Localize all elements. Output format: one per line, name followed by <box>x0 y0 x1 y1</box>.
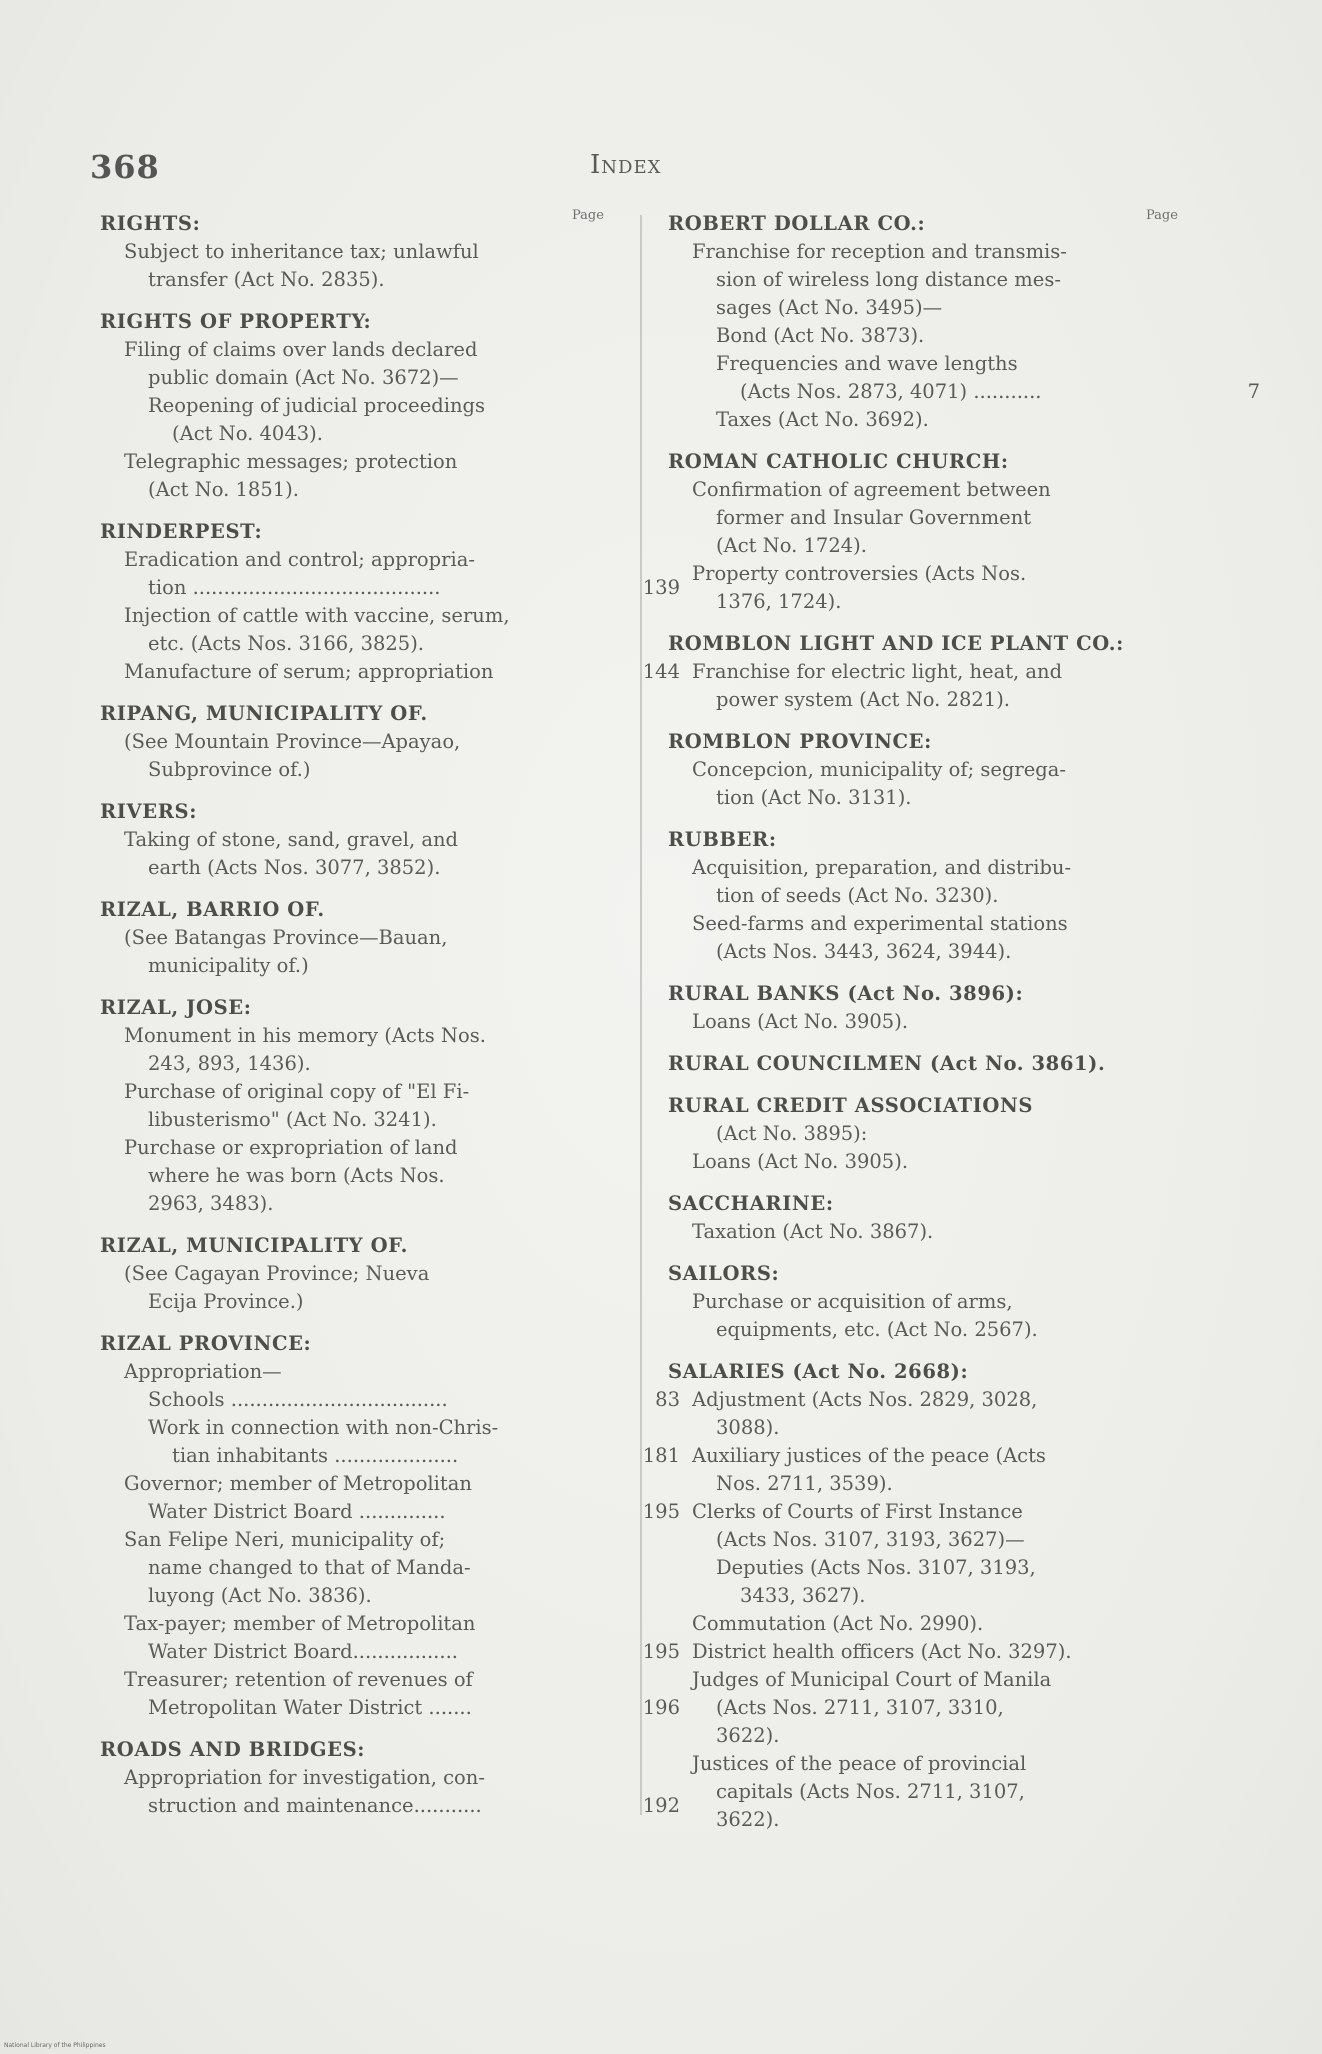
entry-subline <box>668 1582 1188 1610</box>
entry-subline <box>668 1694 1188 1722</box>
subline-text: (See Batangas Province—Bauan, <box>124 926 448 949</box>
index-entry <box>668 728 1188 812</box>
subline-text: Nos. 2711, 3539). <box>716 1472 893 1495</box>
entry-subline <box>668 1666 1188 1694</box>
entry-subline <box>100 364 620 392</box>
entry-subline <box>668 1218 1188 1246</box>
subline-text: Purchase of original copy of "El Fi- <box>124 1080 470 1103</box>
entry-subline <box>668 1316 1188 1344</box>
subline-text: equipments, etc. (Act No. 2567). <box>716 1318 1038 1341</box>
entry-subline <box>668 238 1188 266</box>
entry-heading: RIGHTS OF PROPERTY: <box>100 310 372 333</box>
entry-subline <box>100 1414 620 1442</box>
subline-text: Ecija Province.) <box>148 1290 304 1313</box>
entry-heading: RURAL BANKS (Act No. 3896): <box>668 982 1024 1005</box>
index-entry <box>100 798 620 882</box>
subline-text: tion ........................................ <box>148 576 441 599</box>
subline-text: Manufacture of serum; appropriation <box>124 660 494 683</box>
subline-text: where he was born (Acts Nos. <box>148 1164 445 1187</box>
subline-text: power system (Act No. 2821). <box>716 688 1011 711</box>
subline-text: Taking of stone, sand, gravel, and <box>124 828 459 851</box>
subline-text: struction and maintenance........... <box>148 1794 482 1817</box>
subline-text: tion of seeds (Act No. 3230). <box>716 884 999 907</box>
subline-text: transfer (Act No. 2835). <box>148 268 385 291</box>
entry-subline <box>100 476 620 504</box>
entry-subline <box>100 924 620 952</box>
entry-subline <box>668 1008 1188 1036</box>
entry-subline <box>668 910 1188 938</box>
subline-text: (Act No. 4043). <box>172 422 323 445</box>
subline-text: luyong (Act No. 3836). <box>148 1584 372 1607</box>
subline-text: Purchase or acquisition of arms, <box>692 1290 1013 1313</box>
entry-subline <box>100 1764 620 1792</box>
subline-text: Reopening of judicial proceedings <box>148 394 486 417</box>
entry-heading: RURAL CREDIT ASSOCIATIONS <box>668 1094 1034 1117</box>
entry-subline <box>100 448 620 476</box>
entry-subline <box>100 630 620 658</box>
entry-subline <box>100 546 620 574</box>
subline-text: Monument in his memory (Acts Nos. <box>124 1024 486 1047</box>
index-column-right <box>668 210 1260 1848</box>
index-entry <box>100 518 680 686</box>
entry-heading: ROADS AND BRIDGES: <box>100 1738 366 1761</box>
entry-subline <box>668 784 1188 812</box>
entry-subline <box>100 420 620 448</box>
subline-text: Water District Board .............. <box>148 1500 446 1523</box>
subline-text: Auxiliary justices of the peace (Acts <box>692 1444 1046 1467</box>
entry-subline <box>100 1190 620 1218</box>
subline-text: 3433, 3627). <box>740 1584 866 1607</box>
subline-text: Acquisition, preparation, and distribu- <box>692 856 1072 879</box>
entry-subline <box>100 1638 680 1666</box>
subline-text: Frequencies and wave lengths <box>716 352 1018 375</box>
entry-subline <box>100 1792 680 1820</box>
entry-subline <box>100 1134 620 1162</box>
page-reference: 139 <box>642 576 680 599</box>
entry-subline <box>668 1806 1188 1834</box>
entry-subline <box>668 1722 1188 1750</box>
subline-text: District health officers (Act No. 3297). <box>692 1640 1072 1663</box>
entry-heading: SALARIES (Act No. 2668): <box>668 1360 969 1383</box>
entry-subline <box>668 1610 1188 1638</box>
entry-subline <box>668 1554 1188 1582</box>
entry-subline <box>100 1022 620 1050</box>
index-entry <box>100 1736 680 1820</box>
entry-subline <box>100 728 620 756</box>
entry-subline <box>668 378 1260 406</box>
entry-subline <box>668 1386 1188 1414</box>
subline-text: (See Cagayan Province; Nueva <box>124 1262 430 1285</box>
index-entry <box>668 826 1188 966</box>
subline-text: 243, 893, 1436). <box>148 1052 311 1075</box>
subline-text: Appropriation— <box>124 1360 282 1383</box>
entry-subline <box>668 266 1188 294</box>
entry-subline <box>668 1526 1188 1554</box>
page-reference: 181 <box>642 1444 680 1467</box>
page-reference: 195 <box>642 1500 680 1523</box>
subline-text: Commutation (Act No. 2990). <box>692 1612 984 1635</box>
entry-heading: RIZAL PROVINCE: <box>100 1332 312 1355</box>
subline-text: 2963, 3483). <box>148 1192 274 1215</box>
page-column-label-right: Page <box>1146 208 1178 223</box>
subline-text: Bond (Act No. 3873). <box>716 324 925 347</box>
subline-text: Schools ................................... <box>148 1388 448 1411</box>
index-entry <box>100 896 620 980</box>
entry-subline <box>668 406 1188 434</box>
entry-subline <box>668 476 1188 504</box>
entry-subline <box>668 756 1188 784</box>
entry-subline <box>100 1358 620 1386</box>
subline-text: Filing of claims over lands declared <box>124 338 478 361</box>
subline-text: Property controversies (Acts Nos. <box>692 562 1027 585</box>
entry-subline <box>100 1666 620 1694</box>
entry-subline <box>668 1120 1188 1148</box>
entry-subline <box>668 504 1188 532</box>
subline-text: Metropolitan Water District ....... <box>148 1696 472 1719</box>
subline-text: Purchase or expropriation of land <box>124 1136 458 1159</box>
index-entry <box>668 210 1260 434</box>
subline-text: capitals (Acts Nos. 2711, 3107, <box>716 1780 1025 1803</box>
subline-text: 3088). <box>716 1416 780 1439</box>
page-reference: 7 <box>1247 380 1260 403</box>
subline-text: Franchise for reception and transmis- <box>692 240 1067 263</box>
subline-text: tian inhabitants .................... <box>172 1444 459 1467</box>
entry-subline <box>668 1414 1188 1442</box>
index-entry <box>668 1050 1188 1078</box>
subline-text: Confirmation of agreement between <box>692 478 1051 501</box>
index-entry <box>668 448 1188 616</box>
subline-text: public domain (Act No. 3672)— <box>148 366 459 389</box>
page-reference: 83 <box>655 1388 680 1411</box>
index-entry <box>100 1232 620 1316</box>
subline-text: Justices of the peace of provincial <box>692 1752 1027 1775</box>
entry-subline <box>100 392 620 420</box>
subline-text: San Felipe Neri, municipality of; <box>124 1528 446 1551</box>
entry-subline <box>668 1288 1188 1316</box>
entry-subline <box>668 1498 1188 1526</box>
entry-subline <box>100 238 620 266</box>
index-entry <box>100 308 620 504</box>
entry-subline <box>668 560 1188 588</box>
subline-text: Seed-farms and experimental stations <box>692 912 1068 935</box>
index-entry <box>100 994 620 1218</box>
entry-subline <box>100 1526 620 1554</box>
entry-subline <box>100 826 620 854</box>
subline-text: etc. (Acts Nos. 3166, 3825). <box>148 632 425 655</box>
subline-text: (Acts Nos. 3443, 3624, 3944). <box>716 940 1012 963</box>
subline-text: 1376, 1724). <box>716 590 842 613</box>
entry-subline <box>668 938 1188 966</box>
entry-heading: RUBBER: <box>668 828 777 851</box>
entry-subline <box>668 658 1188 686</box>
subline-text: Tax-payer; member of Metropolitan <box>124 1612 476 1635</box>
entry-subline <box>100 1162 620 1190</box>
entry-heading: ROMAN CATHOLIC CHURCH: <box>668 450 1009 473</box>
subline-text: Loans (Act No. 3905). <box>692 1010 909 1033</box>
entry-subline <box>668 1638 1188 1666</box>
entry-subline <box>100 1694 680 1722</box>
entry-subline <box>668 322 1188 350</box>
subline-text: (Act No. 3895): <box>716 1122 868 1145</box>
subline-text: municipality of.) <box>148 954 309 977</box>
entry-subline <box>100 854 620 882</box>
index-entry <box>668 630 1188 714</box>
index-entry <box>100 700 620 784</box>
subline-text: sion of wireless long distance mes- <box>716 268 1061 291</box>
entry-subline <box>100 1610 620 1638</box>
entry-subline <box>668 854 1188 882</box>
entry-subline <box>100 1288 620 1316</box>
entry-subline <box>100 1050 620 1078</box>
entry-subline <box>668 294 1188 322</box>
entry-subline <box>100 1498 680 1526</box>
subline-text: Subject to inheritance tax; unlawful <box>124 240 479 263</box>
entry-subline <box>100 266 620 294</box>
running-head: Index <box>590 150 662 180</box>
entry-subline <box>668 350 1188 378</box>
entry-subline <box>100 658 680 686</box>
entry-heading: RIPANG, MUNICIPALITY OF. <box>100 702 428 725</box>
page-reference: 196 <box>642 1696 680 1719</box>
subline-text: Loans (Act No. 3905). <box>692 1150 909 1173</box>
subline-text: Franchise for electric light, heat, and <box>692 660 1063 683</box>
page-reference: 192 <box>642 1794 680 1817</box>
subline-text: (Acts Nos. 2711, 3107, 3310, <box>716 1696 1004 1719</box>
entry-heading: ROBERT DOLLAR CO.: <box>668 212 926 235</box>
subline-text: (Acts Nos. 2873, 4071) ........... <box>740 380 1042 403</box>
entry-subline <box>100 1078 620 1106</box>
page-reference: 195 <box>642 1640 680 1663</box>
entry-subline <box>668 1442 1188 1470</box>
subline-text: sages (Act No. 3495)— <box>716 296 943 319</box>
entry-subline <box>668 882 1188 910</box>
entry-heading: RURAL COUNCILMEN (Act No. 3861). <box>668 1052 1106 1075</box>
index-entry <box>668 1092 1188 1176</box>
subline-text: Eradication and control; appropria- <box>124 548 475 571</box>
entry-heading: SAILORS: <box>668 1262 780 1285</box>
entry-subline <box>100 1386 680 1414</box>
index-entry <box>668 1358 1188 1834</box>
entry-heading: ROMBLON LIGHT AND ICE PLANT CO.: <box>668 632 1124 655</box>
entry-subline <box>100 1582 620 1610</box>
subline-text: Appropriation for investigation, con- <box>124 1766 485 1789</box>
subline-text: Taxation (Act No. 3867). <box>692 1220 934 1243</box>
entry-heading: SACCHARINE: <box>668 1192 834 1215</box>
subline-text: Injection of cattle with vaccine, serum, <box>124 604 510 627</box>
entry-subline <box>668 1750 1188 1778</box>
index-entry <box>100 1330 680 1722</box>
scan-credit: National Library of the Philippines <box>4 2042 106 2049</box>
subline-text: (See Mountain Province—Apayao, <box>124 730 461 753</box>
subline-text: Subprovince of.) <box>148 758 311 781</box>
entry-subline <box>100 1260 620 1288</box>
subline-text: (Act No. 1724). <box>716 534 867 557</box>
index-entry <box>100 210 620 294</box>
entry-subline <box>100 602 620 630</box>
entry-heading: RIVERS: <box>100 800 198 823</box>
subline-text: libusterismo" (Act No. 3241). <box>148 1108 437 1131</box>
entry-subline <box>668 686 1188 714</box>
subline-text: Adjustment (Acts Nos. 2829, 3028, <box>692 1388 1038 1411</box>
entry-heading: RINDERPEST: <box>100 520 263 543</box>
subline-text: Judges of Municipal Court of Manila <box>692 1668 1052 1691</box>
subline-text: Treasurer; retention of revenues of <box>124 1668 473 1691</box>
entry-subline <box>668 532 1188 560</box>
index-entry <box>668 980 1188 1036</box>
subline-text: Work in connection with non-Chris- <box>148 1416 499 1439</box>
entry-heading: ROMBLON PROVINCE: <box>668 730 932 753</box>
subline-text: earth (Acts Nos. 3077, 3852). <box>148 856 441 879</box>
index-entry <box>668 1260 1188 1344</box>
entry-subline <box>100 574 680 602</box>
entry-subline <box>100 1470 620 1498</box>
entry-subline <box>100 1106 620 1134</box>
subline-text: name changed to that of Manda- <box>148 1556 471 1579</box>
subline-text: Governor; member of Metropolitan <box>124 1472 472 1495</box>
subline-text: (Act No. 1851). <box>148 478 299 501</box>
page-reference: 144 <box>642 660 680 683</box>
subline-text: Taxes (Act No. 3692). <box>716 408 929 431</box>
subline-text: former and Insular Government <box>716 506 1032 529</box>
subline-text: tion (Act No. 3131). <box>716 786 912 809</box>
entry-heading: RIZAL, JOSE: <box>100 996 252 1019</box>
entry-subline <box>668 1148 1188 1176</box>
index-column-left <box>100 210 680 1834</box>
index-entry <box>668 1190 1188 1246</box>
subline-text: Telegraphic messages; protection <box>124 450 458 473</box>
column-divider <box>640 215 642 1815</box>
entry-subline <box>100 1554 620 1582</box>
entry-subline <box>100 336 620 364</box>
entry-subline <box>100 756 620 784</box>
entry-subline <box>100 1442 680 1470</box>
entry-subline <box>668 588 1188 616</box>
subline-text: Water District Board................. <box>148 1640 458 1663</box>
subline-text: (Acts Nos. 3107, 3193, 3627)— <box>716 1528 1025 1551</box>
page-column-label-left: Page <box>572 208 604 223</box>
subline-text: Concepcion, municipality of; segrega- <box>692 758 1066 781</box>
subline-text: 3622). <box>716 1724 780 1747</box>
entry-subline <box>668 1778 1188 1806</box>
page-header <box>90 144 1180 194</box>
entry-subline <box>668 1470 1188 1498</box>
subline-text: Deputies (Acts Nos. 3107, 3193, <box>716 1556 1036 1579</box>
subline-text: 3622). <box>716 1808 780 1831</box>
entry-heading: RIGHTS: <box>100 212 201 235</box>
entry-heading: RIZAL, BARRIO OF. <box>100 898 325 921</box>
entry-subline <box>100 952 620 980</box>
subline-text: Clerks of Courts of First Instance <box>692 1500 1023 1523</box>
page-number: 368 <box>90 148 160 186</box>
entry-heading: RIZAL, MUNICIPALITY OF. <box>100 1234 409 1257</box>
